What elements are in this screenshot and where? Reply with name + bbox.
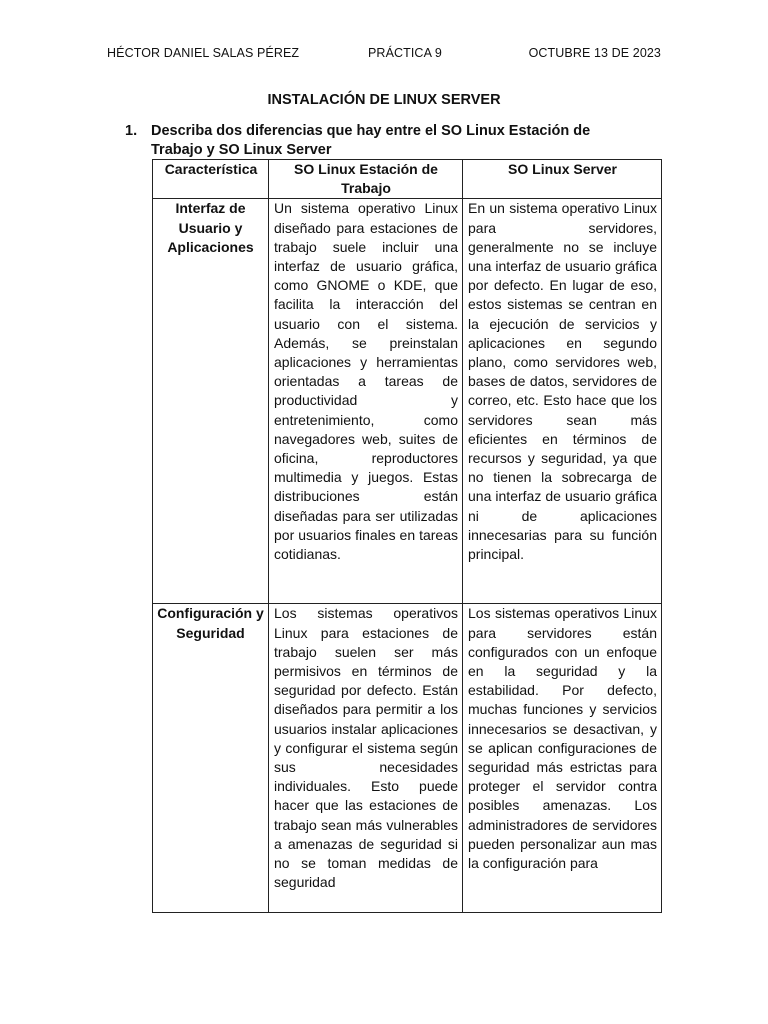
feature-cell: Interfaz de Usuario y Aplicaciones [153, 199, 269, 604]
column-header-characteristic: Característica [153, 160, 269, 199]
table-row [153, 199, 662, 604]
question-item [125, 122, 645, 160]
header-practice: PRÁCTICA 9 [368, 46, 442, 60]
workstation-cell: Los sistemas operativos Linux para estaciones de trabajo suelen ser más permisivos en términos de seguridad por defecto. Están diseñados para permitir a los usuarios instalar aplicaciones y configurar el sistema según sus necesidades individuales. Esto puede hacer que las estaciones de trabajo sean más vulnerables a amenazas de seguridad si no se toman medidas de seguridad [269, 604, 463, 913]
page-header [107, 46, 661, 64]
question-number: 1. [125, 123, 138, 139]
header-author: HÉCTOR DANIEL SALAS PÉREZ [107, 46, 300, 60]
document-title: INSTALACIÓN DE LINUX SERVER [267, 92, 501, 108]
table-row [153, 604, 662, 913]
server-cell: Los sistemas operativos Linux para servidores están configurados con un enfoque en la seguridad y la estabilidad. Por defecto, muchas funciones y servicios innecesarios se desactivan, y se aplican configuraciones de seguridad más estrictas para proteger el servidor contra posibles amenazas. Los administradores de servidores pueden personalizar aun mas la configuración para [463, 604, 662, 913]
table-header-row [153, 160, 662, 199]
column-header-workstation: SO Linux Estación de Trabajo [269, 160, 463, 199]
workstation-cell: Un sistema operativo Linux diseñado para estaciones de trabajo suele incluir una interfaz de usuario gráfica, como GNOME o KDE, que facilita la interacción del usuario con el sistema. Además, se preinstalan aplicaciones y herramientas orientadas a tareas de productividad y entretenimiento, como navegadores web, suites de oficina, reproductores multimedia y juegos. Estas distribuciones están diseñadas para ser utilizadas por usuarios finales en tareas cotidianas. [269, 199, 463, 604]
column-header-server: SO Linux Server [463, 160, 662, 199]
comparison-table [152, 159, 662, 913]
header-date: OCTUBRE 13 DE 2023 [528, 46, 661, 60]
feature-cell: Configuración y Seguridad [153, 604, 269, 913]
question-text: Describa dos diferencias que hay entre el SO Linux Estación de Trabajo y SO Linux Server [151, 123, 591, 158]
server-cell: En un sistema operativo Linux para servidores, generalmente no se incluye una interfaz de usuario gráfica por defecto. En lugar de eso, estos sistemas se centran en la ejecución de servicios y aplicaciones en segundo plano, como servidores web, bases de datos, servidores de correo, etc. Esto hace que los servidores sean más eficientes en términos de recursos y seguridad, ya que no tienen la sobrecarga de una interfaz de usuario gráfica ni de aplicaciones innecesarias para su función principal. [463, 199, 662, 604]
